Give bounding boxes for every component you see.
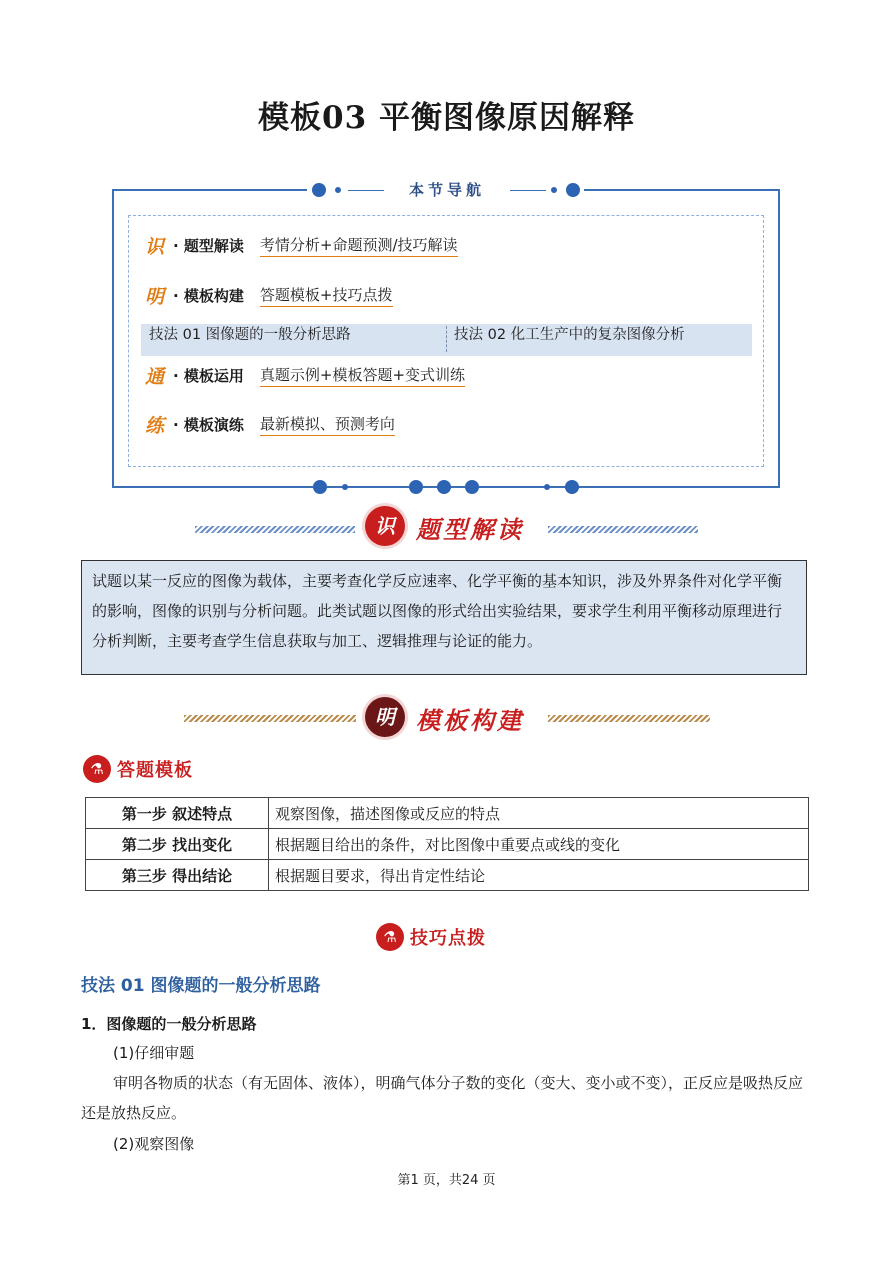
section-banner-reading: [0, 502, 893, 550]
sub1-heading: (1)仔细审题: [113, 1044, 195, 1062]
section-banner-build: [0, 693, 893, 741]
page-footer: 第1 页，共24 页: [397, 1173, 496, 1188]
nav-top-line-left: [112, 189, 307, 191]
banner-hatch: [195, 526, 355, 533]
nav-dot: [566, 183, 580, 197]
nav-desc[interactable]: 最新模拟、预测考向: [260, 413, 395, 436]
tech01-heading: 技法 01 图像题的一般分析思路: [81, 976, 321, 996]
sub1-text: 审明各物质的状态（有无固体、液体），明确气体分子数的变化（变大、变小或不变），正反应是吸热反应还是放热反应。: [81, 1074, 804, 1122]
banner-hatch: [548, 715, 710, 722]
section-title: 题型解读: [416, 515, 524, 544]
answer-template-label: [83, 754, 193, 784]
banner-hatch: [548, 526, 698, 533]
point1-heading: 1．图像题的一般分析思路: [81, 1015, 257, 1033]
nav-label: · 模板构建: [173, 286, 244, 305]
seal-icon: 明: [365, 697, 405, 737]
nav-label: · 模板运用: [173, 366, 244, 385]
nav-char: 识: [145, 235, 165, 258]
intro-box: 试题以某一反应的图像为载体，主要考查化学反应速率、化学平衡的基本知识，涉及外界条件对化学平衡的影响，图像的识别与分析问题。此类试题以图像的形式给出实验结果，要求学生利用平衡移动原理进行分析判断，主要考查学生信息获取与加工、逻辑推理与论证的能力。: [81, 560, 807, 675]
banner-hatch: [184, 715, 356, 722]
nav-dot: [409, 480, 423, 494]
nav-dot: [544, 484, 550, 490]
step-desc: 根据题目给出的条件，对比图像中重要点或线的变化: [269, 829, 809, 860]
nav-label: · 模板演练: [173, 415, 244, 434]
nav-heading: 本节导航: [408, 181, 485, 199]
nav-dot: [465, 480, 479, 494]
nav-sub-bar: [141, 324, 752, 356]
nav-dot: [342, 484, 348, 490]
nav-char: 通: [145, 365, 165, 388]
nav-char: 明: [145, 285, 165, 308]
table-row: [86, 798, 809, 829]
page-title: 模板03 平衡图像原因解释: [258, 100, 635, 136]
tips-label: [376, 922, 486, 952]
nav-row-apply[interactable]: [145, 362, 465, 388]
nav-dot: [565, 480, 579, 494]
flask-icon: ⚗: [376, 923, 404, 951]
step-desc: 观察图像，描述图像或反应的特点: [269, 798, 809, 829]
section-title: 模板构建: [416, 706, 524, 735]
table-row: [86, 829, 809, 860]
nav-sub-divider: [446, 326, 447, 352]
seal-icon: 识: [365, 506, 405, 546]
step-desc: 根据题目要求，得出肯定性结论: [269, 860, 809, 891]
nav-heading-line: [510, 190, 546, 191]
nav-row-reading[interactable]: [145, 232, 458, 258]
nav-row-build[interactable]: [145, 282, 393, 308]
nav-label: · 题型解读: [173, 236, 244, 255]
step-name: 第三步 得出结论: [86, 860, 269, 891]
pill-label: 答题模板: [117, 760, 193, 781]
nav-dot: [437, 480, 451, 494]
table-row: [86, 860, 809, 891]
nav-char: 练: [145, 414, 165, 437]
nav-dot: [312, 183, 326, 197]
step-name: 第一步 叙述特点: [86, 798, 269, 829]
steps-table: [85, 797, 809, 891]
nav-sub-item-tech01[interactable]: 技法 01 图像题的一般分析思路: [149, 327, 351, 343]
nav-dot: [551, 187, 557, 193]
nav-desc[interactable]: 答题模板+技巧点拨: [260, 284, 393, 307]
nav-row-practice[interactable]: [145, 411, 395, 437]
nav-desc[interactable]: 考情分析+命题预测/技巧解读: [260, 234, 458, 257]
nav-heading-line: [348, 190, 384, 191]
step-name: 第二步 找出变化: [86, 829, 269, 860]
sub2-heading: (2)观察图像: [113, 1135, 195, 1153]
nav-dot: [335, 187, 341, 193]
flask-icon: ⚗: [83, 755, 111, 783]
nav-top-line-right: [584, 189, 780, 191]
nav-dot: [313, 480, 327, 494]
nav-sub-item-tech02[interactable]: 技法 02 化工生产中的复杂图像分析: [454, 327, 685, 343]
nav-desc[interactable]: 真题示例+模板答题+变式训练: [260, 364, 465, 387]
pill-label: 技巧点拨: [410, 928, 486, 949]
